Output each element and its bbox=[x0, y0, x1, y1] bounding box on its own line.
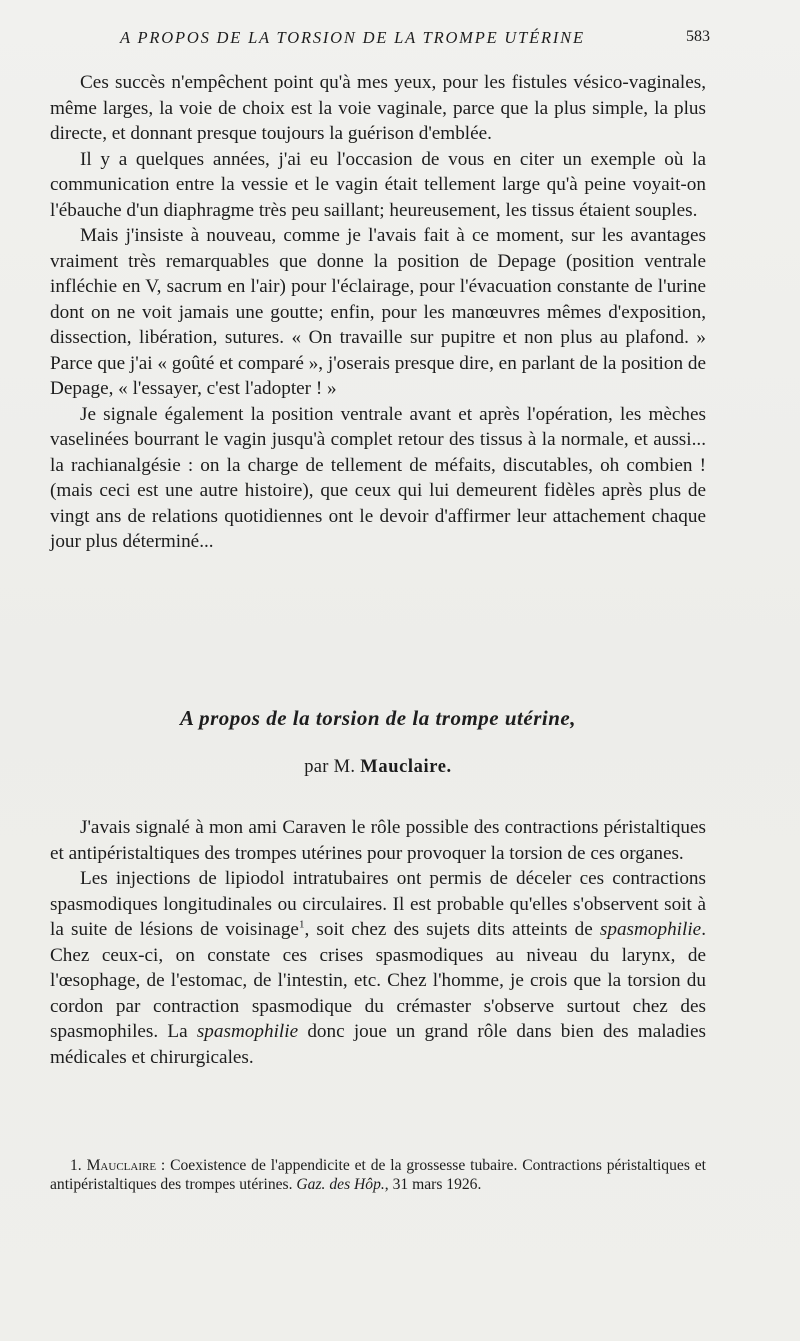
footnote bbox=[50, 1157, 706, 1194]
paragraph: Il y a quelques années, j'ai eu l'occasion de vous en citer un exemple où la communication entre la vessie et le vagin était tellement large qu'à peine voyait-on l'ébauche d'un diaphragme très peu saillant; heureusement, les tissus étaient souples. bbox=[50, 148, 706, 221]
paragraph: Mais j'insiste à nouveau, comme je l'avais fait à ce moment, sur les avantages vraiment très remarquables que donne la position de Depage (position ventrale infléchie en V, sacrum en l'air) pour l'éclairage, pour l'évacuation constante de l'urine dont on ne voit jamais une goutte; enfin, pour les manœuvres mêmes d'exposition, dissection, libération, sutures. « On travaille sur pupitre et non plus au plafond. » Parce que j'ai « goûté et comparé », j'oserais presque dire, en parlant de la position de Depage, « l'essayer, c'est l'adopter ! » bbox=[50, 225, 706, 399]
footnote-author: Mauclaire bbox=[86, 1157, 157, 1174]
page-number: 583 bbox=[686, 28, 710, 45]
paragraph: J'avais signalé à mon ami Caraven le rôle possible des contractions péristaltiques et antipéristaltiques des trompes utérines pour provoquer la torsion de ces organes. bbox=[50, 817, 706, 864]
byline-prefix: par M. bbox=[304, 757, 356, 777]
text-run: donc joue un grand rôle dans bien des maladies médicales et chirurgicales. bbox=[50, 1021, 706, 1068]
footnote-journal: Gaz. des Hôp. bbox=[296, 1175, 385, 1193]
emphasis-term: spasmophilie bbox=[599, 919, 702, 940]
emphasis-term: spasmophilie bbox=[196, 1021, 299, 1042]
footnote-number: 1. bbox=[70, 1157, 82, 1174]
article-title: A propos de la torsion de la trompe utérine, bbox=[180, 706, 576, 730]
article-body bbox=[50, 815, 706, 1070]
text-run: , soit chez des sujets dits atteints de bbox=[304, 919, 600, 940]
footnote-reference: 1 bbox=[298, 918, 305, 931]
running-title: A PROPOS DE LA TORSION DE LA TROMPE UTÉRINE bbox=[120, 28, 585, 47]
author-name: Mauclaire. bbox=[360, 757, 452, 777]
paragraph: Ces succès n'empêchent point qu'à mes yeux, pour les fistules vésico-vaginales, même larges, la voie de choix est la voie vaginale, parce que la plus simple, la plus directe, et donnant presque toujours la guérison d'emblée. bbox=[50, 72, 706, 144]
paragraph: Je signale également la position ventrale avant et après l'opération, les mèches vaselinées bourrant le vagin jusqu'à complet retour des tissus à la normale, et aussi... la rachianalgésie : on la charge de tellement de méfaits, discutables, oh combien ! (mais ceci est une autre histoire), que ceux qui lui demeurent fidèles après plus de vingt ans de relations quotidiennes ont le devoir d'affirmer leur attachement chaque jour plus déterminé... bbox=[50, 403, 706, 552]
byline bbox=[50, 757, 706, 778]
running-head bbox=[50, 28, 710, 52]
footnote-citation: : Coexistence de l'appendicite et de la grossesse tubaire. Contractions péristaltiques et antipéristaltiques des trompes utérines. bbox=[50, 1157, 706, 1193]
paragraph bbox=[50, 866, 706, 1070]
footnote-text bbox=[50, 1157, 706, 1194]
footnote-date: , 31 mars 1926. bbox=[384, 1175, 482, 1193]
text-run: Les injections de lipiodol intratubaires ont permis de déceler ces contractions spasmodiques longitudinales ou circulaires. Il est probable qu'elles s'observent soit à la suite de lésions de voisinage bbox=[50, 868, 706, 940]
previous-article-conclusion bbox=[50, 70, 706, 555]
text-run: . Chez ceux-ci, on constate ces crises spasmodiques au niveau du larynx, de l'œsophage, de l'estomac, de l'intestin, etc. Chez l'homme, je crois que la torsion du cordon par contraction spasmodique du crémaster s'observe surtout chez des spasmophiles. La bbox=[50, 919, 706, 1042]
